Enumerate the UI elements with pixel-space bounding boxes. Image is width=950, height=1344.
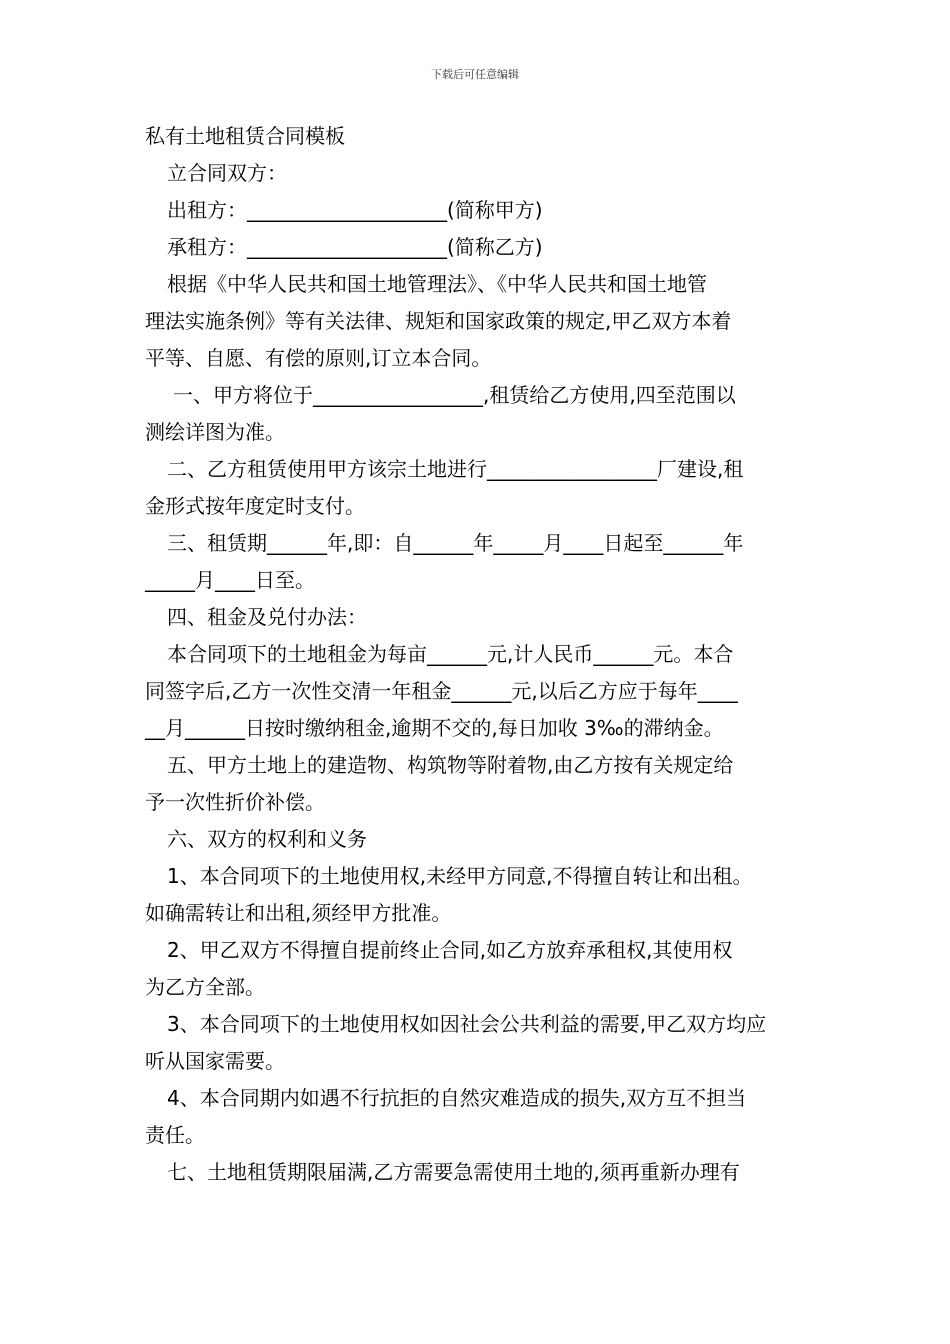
- paragraph-line: 承租方：____________________(简称乙方): [167, 235, 543, 259]
- paragraph-line: 根据《中华人民共和国土地管理法》、《中华人民共和国土地管: [167, 272, 707, 296]
- paragraph-line: 责任。: [145, 1123, 205, 1147]
- paragraph-line: 一、甲方将位于_________________,租赁给乙方使用,四至范围以: [173, 383, 736, 407]
- contract-document: [145, 118, 815, 1191]
- paragraph-line: 理法实施条例》等有关法律、规矩和国家政策的规定,甲乙双方本着: [145, 309, 732, 333]
- paragraph-line: 金形式按年度定时支付。: [145, 494, 365, 518]
- paragraph-line: 2、甲乙双方不得擅自提前终止合同,如乙方放弃承租权,其使用权: [167, 938, 733, 962]
- paragraph-line: 四、租金及兑付办法：: [167, 605, 367, 629]
- paragraph-line: 4、本合同期内如遇不行抗拒的自然灾难造成的损失,双方互不担当: [167, 1086, 747, 1110]
- paragraph-line: 为乙方全部。: [145, 975, 265, 999]
- paragraph-line: 出租方：____________________(简称甲方): [167, 198, 543, 222]
- page-header-note: 下载后可任意编辑: [431, 68, 519, 81]
- paragraph-line: 1、本合同项下的土地使用权,未经甲方同意,不得擅自转让和出租。: [167, 864, 753, 888]
- paragraph-line: 七、土地租赁期限届满,乙方需要急需使用土地的,须再重新办理有: [167, 1160, 740, 1184]
- paragraph-line: 本合同项下的土地租金为每亩______元,计人民币______元。本合: [167, 642, 734, 666]
- paragraph-line: 听从国家需要。: [145, 1049, 285, 1073]
- paragraph-line: 六、双方的权利和义务: [167, 827, 367, 851]
- paragraph-line: 3、本合同项下的土地使用权如因社会公共利益的需要,甲乙双方均应: [167, 1012, 767, 1036]
- paragraph-line: 同签字后,乙方一次性交清一年租金______元,以后乙方应于每年____: [145, 679, 738, 703]
- paragraph-line: 三、租赁期______年,即：自______年_____月____日起至______年: [167, 531, 744, 555]
- paragraph-line: 如确需转让和出租,须经甲方批准。: [145, 901, 452, 925]
- paragraph-line: 五、甲方土地上的建造物、构筑物等附着物,由乙方按有关规定给: [167, 753, 734, 777]
- paragraph-line: 平等、自愿、有偿的原则,订立本合同。: [145, 346, 492, 370]
- paragraph-line: _____月____日至。: [145, 568, 315, 592]
- paragraph-line: 立合同双方：: [167, 161, 287, 185]
- paragraph-line: 二、乙方租赁使用甲方该宗土地进行_________________厂建设,租: [167, 457, 744, 481]
- paragraph-line: 予一次性折价补偿。: [145, 790, 325, 814]
- paragraph-line: 测绘详图为准。: [145, 420, 285, 444]
- document-title: 私有土地租赁合同模板: [145, 124, 345, 148]
- paragraph-line: __月______日按时缴纳租金,逾期不交的,每日加收 3‰的滞纳金。: [145, 716, 724, 740]
